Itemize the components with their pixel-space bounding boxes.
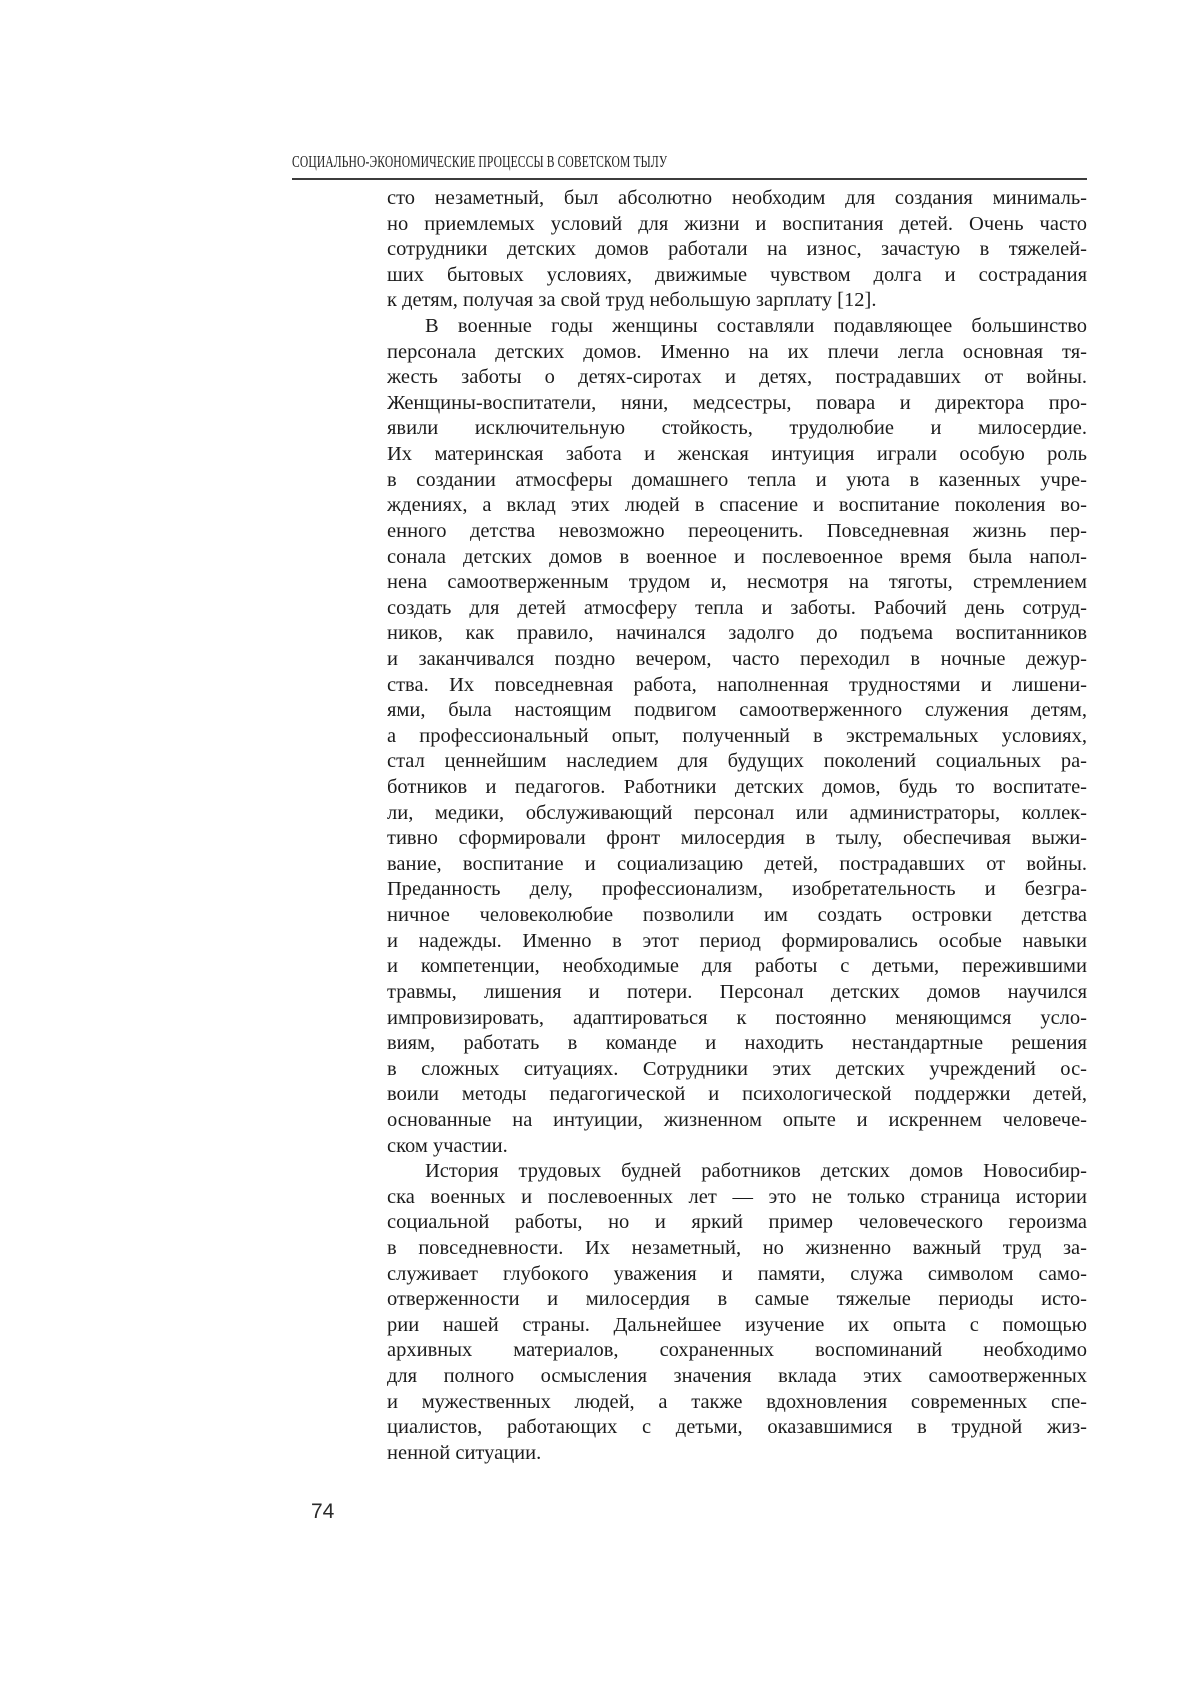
text-line: и мужественных людей, а также вдохновления современных спе- — [387, 1390, 1087, 1413]
text-line: для полного осмысления значения вклада этих самоотверженных — [387, 1365, 1087, 1388]
text-line: тивно сформировали фронт милосердия в тылу, обеспечивая выжи- — [387, 827, 1087, 850]
text-line: ботников и педагогов. Работники детских домов, будь то воспитате- — [387, 776, 1087, 799]
text-line: ли, медики, обслуживающий персонал или администраторы, коллек- — [387, 801, 1087, 824]
text-line: а профессиональный опыт, полученный в экстремальных условиях, — [387, 724, 1087, 747]
text-line: в создании атмосферы домашнего тепла и уюта в казенных учре- — [387, 468, 1087, 491]
text-line: ском участии. — [387, 1134, 508, 1157]
text-line: В военные годы женщины составляли подавляющее большинство — [425, 315, 1087, 338]
text-line: сотрудники детских домов работали на износ, зачастую в тяжелей- — [387, 238, 1087, 261]
text-line: вание, воспитание и социализацию детей, пострадавших от войны. — [387, 852, 1087, 875]
paragraph — [387, 1159, 1087, 1466]
text-line: и компетенции, необходимые для работы с детьми, пережившими — [387, 955, 1087, 978]
text-line: Женщины-воспитатели, няни, медсестры, повара и директора про- — [387, 391, 1087, 414]
text-line: Преданность делу, профессионализм, изобретательность и безгра- — [387, 878, 1087, 901]
text-line: стал ценнейшим наследием для будущих поколений социальных ра- — [387, 750, 1087, 773]
paragraph — [387, 186, 1087, 314]
text-line: отверженности и милосердия в самые тяжелые периоды исто- — [387, 1288, 1087, 1311]
text-line: циалистов, работающих с детьми, оказавшимися в трудной жиз- — [387, 1416, 1087, 1439]
text-line: и надежды. Именно в этот период формировались особые навыки — [387, 929, 1087, 952]
text-line: к детям, получая за свой труд небольшую зарплату [12]. — [387, 289, 877, 312]
text-line: и заканчивался поздно вечером, часто переходил в ночные дежур- — [387, 647, 1087, 670]
text-line: персонала детских домов. Именно на их плечи легла основная тя- — [387, 340, 1087, 363]
text-line: сонала детских домов в военное и послевоенное время была напол- — [387, 545, 1087, 568]
text-line: импровизировать, адаптироваться к постоянно меняющимся усло- — [387, 1006, 1087, 1029]
text-line: служивает глубокого уважения и памяти, служа символом само- — [387, 1262, 1087, 1285]
text-line: ями, была настоящим подвигом самоотверженного служения детям, — [387, 699, 1087, 722]
body-text — [387, 186, 1087, 1466]
text-line: архивных материалов, сохраненных воспоминаний необходимо — [387, 1339, 1087, 1362]
text-line: История трудовых будней работников детских домов Новосибир- — [425, 1160, 1087, 1183]
text-line: основанные на интуиции, жизненном опыте и искреннем человече- — [387, 1108, 1087, 1131]
text-line: в повседневности. Их незаметный, но жизненно важный труд за- — [387, 1236, 1087, 1259]
text-line: создать для детей атмосферу тепла и заботы. Рабочий день сотруд- — [387, 596, 1087, 619]
text-line: сто незаметный, был абсолютно необходим для создания минималь- — [387, 187, 1087, 209]
text-line: в сложных ситуациях. Сотрудники этих детских учреждений ос- — [387, 1057, 1087, 1080]
paragraph — [387, 314, 1087, 1159]
text-line: но приемлемых условий для жизни и воспитания детей. Очень часто — [387, 212, 1087, 235]
text-line: ненной ситуации. — [387, 1441, 542, 1464]
text-line: виям, работать в команде и находить нестандартные решения — [387, 1032, 1087, 1055]
text-line: рии нашей страны. Дальнейшее изучение их опыта с помощью — [387, 1313, 1087, 1336]
text-line: ска военных и послевоенных лет — это не только страница истории — [387, 1185, 1087, 1208]
text-line: Их материнская забота и женская интуиция играли особую роль — [387, 443, 1087, 466]
text-line: ников, как правило, начинался задолго до подъема воспитанников — [387, 622, 1087, 645]
text-line: нена самоотверженным трудом и, несмотря на тяготы, стремлением — [387, 571, 1087, 594]
text-line: ничное человеколюбие позволили им создать островки детства — [387, 904, 1087, 927]
text-line: енного детства невозможно переоценить. Повседневная жизнь пер- — [387, 519, 1087, 542]
text-line: ших бытовых условиях, движимые чувством долга и сострадания — [387, 263, 1087, 286]
running-header: СОЦИАЛЬНО-ЭКОНОМИЧЕСКИЕ ПРОЦЕССЫ В СОВЕТСКОМ ТЫЛУ — [292, 152, 668, 171]
text-line: жесть заботы о детях-сиротах и детях, пострадавших от войны. — [387, 366, 1087, 389]
text-line: травмы, лишения и потери. Персонал детских домов научился — [387, 980, 1087, 1003]
text-line: воили методы педагогической и психологической поддержки детей, — [387, 1083, 1087, 1106]
text-line: ства. Их повседневная работа, наполненная трудностями и лишени- — [387, 673, 1087, 696]
page-number: 74 — [311, 1500, 335, 1523]
text-line: социальной работы, но и яркий пример человеческого героизма — [387, 1211, 1087, 1234]
header-rule — [292, 178, 1087, 180]
text-line: ждениях, а вклад этих людей в спасение и воспитание поколения во- — [387, 494, 1087, 517]
text-line: явили исключительную стойкость, трудолюбие и милосердие. — [387, 417, 1087, 440]
